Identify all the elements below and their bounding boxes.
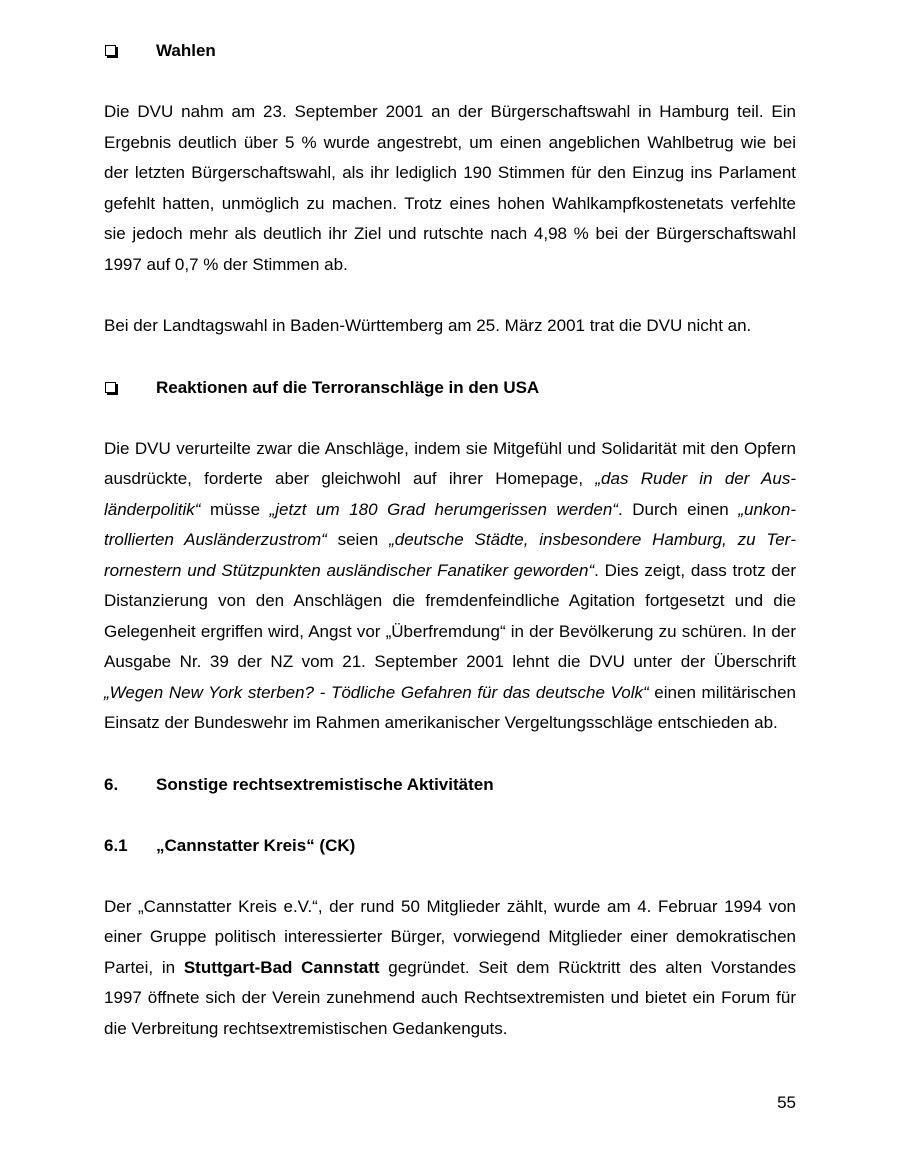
paragraph-landtagswahl: Bei der Landtagswahl in Baden-Württemberg am 25. März 2001 trat die DVU nicht an. — [104, 316, 752, 335]
quote-5: „Wegen New York sterben? - Tödliche Gefahren für das deutsche Volk“ — [104, 682, 649, 702]
section-number: 6.1 — [104, 835, 128, 855]
text-run: Der „Cannstatter Kreis e.V.“, der rund 50 Mitglieder zählt, wurde am 4. Februar 1994 von einer Gruppe politisch interessierter Bürger, vorwiegend Mitglieder einer demokratischen Partei, in — [104, 896, 796, 977]
heading-text: Reaktionen auf die Terroranschläge in den USA — [156, 377, 540, 397]
section-number: 6. — [104, 774, 119, 794]
quote-3: „unkontrollierten Ausländerzustrom“ — [104, 499, 796, 549]
text-run: seien — [326, 530, 390, 549]
heading-text: Sonstige rechtsextremistische Aktivitäten — [156, 774, 494, 794]
paragraph-cannstatter — [104, 892, 796, 1045]
text-run: müsse — [200, 499, 270, 519]
quote-4: „deutsche Städte, insbesondere Hamburg, zu Terrornestern und Stützpunkten ausländischer Fanatiker geworden“ — [104, 530, 796, 580]
text-run: gegründet. Seit dem Rücktritt des alten Vorstandes 1997 öffnete sich der Verein zunehmend auch Rechtsextremisten und bietet ein Forum für die Verbreitung rechtsextremistischen Gedankenguts. — [104, 957, 797, 1038]
bold-location: Stuttgart-Bad Cannstatt — [183, 957, 380, 977]
quote-2: „jetzt um 180 Grad herumgerissen werden“ — [269, 499, 618, 519]
section-heading-sonstige — [104, 770, 796, 800]
paragraph-reaktionen — [104, 434, 796, 739]
heading-text: „Cannstatter Kreis“ (CK) — [156, 835, 356, 855]
text-run: . Durch einen — [617, 499, 739, 519]
section-heading-cannstatter — [104, 831, 796, 861]
document-page — [104, 36, 796, 1044]
section-heading-reaktionen — [104, 373, 796, 403]
text-run: . Dies zeigt, dass trotz der Distanzierung von den Anschlägen die fremdenfeindliche Agitation fortgesetzt und die Gelegenheit ergriffen wird, Angst vor „Überfremdung“ in der Bevölkerung zu schüren. In der Ausgabe Nr. 39 der NZ vom 21. September 2001 lehnt die DVU unter der Überschrift — [104, 560, 796, 671]
paragraph-wahlen: Die DVU nahm am 23. September 2001 an der Bürgerschaftswahl in Hamburg teil. Ein Ergebnis deutlich über 5 % wurde angestrebt, um einen angeblichen Wahlbetrug wie bei der letzten Bürgerschaftswahl, als ihr lediglich 190 Stimmen für den Einzug ins Parlament gefehlt hatten, unmöglich zu machen. Trotz eines hohen Wahlkampfkostenetats verfehlte sie jedoch mehr als deutlich ihr Ziel und rutschte nach 4,98 % bei der Bürgerschaftswahl 1997 auf 0,7 % der Stimmen ab. — [104, 102, 796, 274]
quote-1: „das Ruder in der Ausländerpolitik“ — [104, 469, 797, 519]
text-run: einen militärischen Einsatz der Bundeswehr im Rahmen amerikanischer Vergeltungsschläge entschieden ab. — [104, 682, 797, 732]
heading-text: Wahlen — [156, 41, 216, 60]
section-heading-wahlen — [104, 36, 796, 66]
text-run: Die DVU verurteilte zwar die Anschläge, indem sie Mitgefühl und Solidarität mit den Opfern ausdrückte, forderte aber gleichwohl auf ihrer Homepage, — [104, 438, 796, 488]
page-number: 55 — [777, 1093, 796, 1112]
